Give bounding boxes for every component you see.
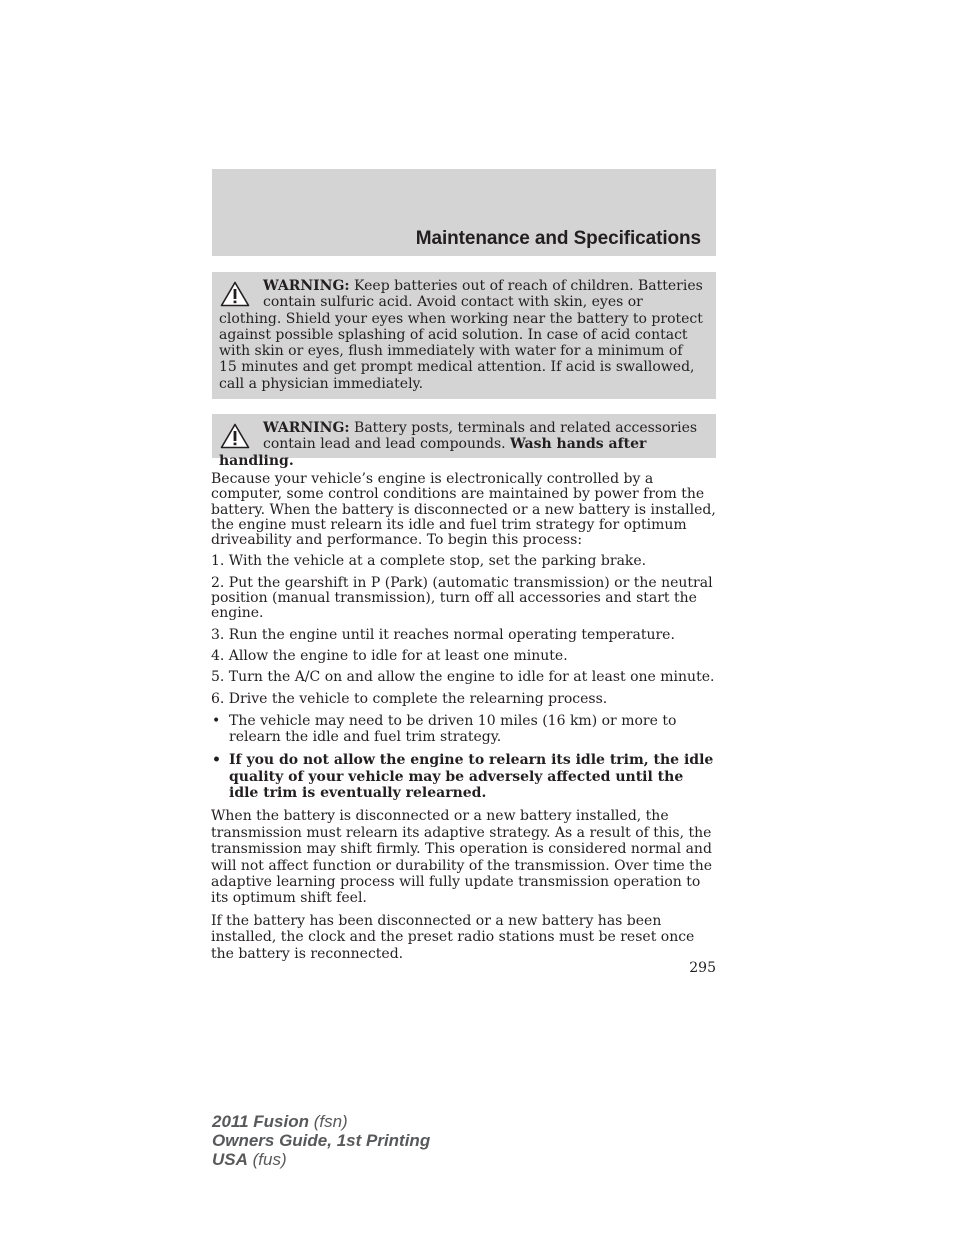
bullet-item (211, 713, 717, 746)
warning-label: WARNING: (263, 420, 350, 436)
document-footer (212, 1112, 430, 1169)
warning-box-battery-acid (212, 272, 716, 399)
step-item: 1. With the vehicle at a complete stop, set the parking brake. (211, 553, 647, 570)
footer-model-code: (fsn) (309, 1112, 348, 1131)
warning-triangle-icon (220, 423, 250, 449)
step-item: 3. Run the engine until it reaches normal operating temperature. (211, 626, 675, 643)
footer-model: 2011 Fusion (212, 1112, 309, 1131)
warning-text: Keep batteries out of reach of children. Batteries contain sulfuric acid. Avoid contact with skin, eyes or clothing. Shield your eyes when working near the battery to protect against possible splashing of acid solution. In case of acid contact with skin or eyes, flush immediately with water for a minimum of 15 minutes and get prompt medical attention. If acid is swallowed, call a physician immediately. (219, 278, 703, 392)
clock-radio-paragraph: If the battery has been disconnected or a new battery has been installed, the clock and the preset radio stations must be reset once the battery is reconnected. (211, 912, 695, 962)
bullet-symbol: • (212, 752, 221, 769)
warning-label: WARNING: (263, 278, 350, 294)
page-number: 295 (689, 960, 716, 976)
step-item: 6. Drive the vehicle to complete the relearning process. (211, 690, 608, 707)
step-item: 2. Put the gearshift in P (Park) (automatic transmission) or the neutral position (manual transmission), turn off all accessories and start the engine. (211, 574, 713, 622)
intro-paragraph: Because your vehicle’s engine is electronically controlled by a computer, some control conditions are maintained by power from the battery. When the battery is disconnected or a new battery is installed, the engine must relearn its idle and fuel trim strategy for optimum driveability and performance. To begin this process: (211, 471, 716, 549)
warning-text: Battery posts, terminals and related accessories contain lead and lead compounds. (263, 420, 698, 453)
footer-region: USA (212, 1150, 248, 1169)
step-item: 5. Turn the A/C on and allow the engine to idle for at least one minute. (211, 669, 715, 686)
section-header-band (212, 169, 716, 256)
warning-box-lead (212, 414, 716, 469)
footer-guide: Owners Guide, 1st Printing (212, 1131, 431, 1150)
body-content (211, 472, 717, 968)
transmission-paragraph: When the battery is disconnected or a new battery installed, the transmission must relearn its adaptive strategy. As a result of this, the transmission may shift firmly. This operation is considered normal and will not affect function or durability of the transmission. Over time the adaptive learning process will fully update transmission operation to its optimum shift feel. (211, 808, 713, 907)
warning-triangle-icon (220, 281, 250, 307)
warning-emphasis: Wash hands after handling. (219, 436, 647, 469)
footer-region-code: (fus) (247, 1150, 287, 1169)
bullet-text: The vehicle may need to be driven 10 miles (16 km) or more to relearn the idle and fuel trim strategy. (229, 712, 677, 746)
bullet-text: If you do not allow the engine to relearn its idle trim, the idle quality of your vehicle may be adversely affected until the idle trim is eventually relearned. (229, 752, 714, 802)
bullet-symbol: • (212, 712, 221, 729)
section-title: Maintenance and Specifications (415, 228, 701, 249)
step-item: 4. Allow the engine to idle for at least one minute. (211, 647, 568, 664)
bullet-item (211, 752, 717, 801)
